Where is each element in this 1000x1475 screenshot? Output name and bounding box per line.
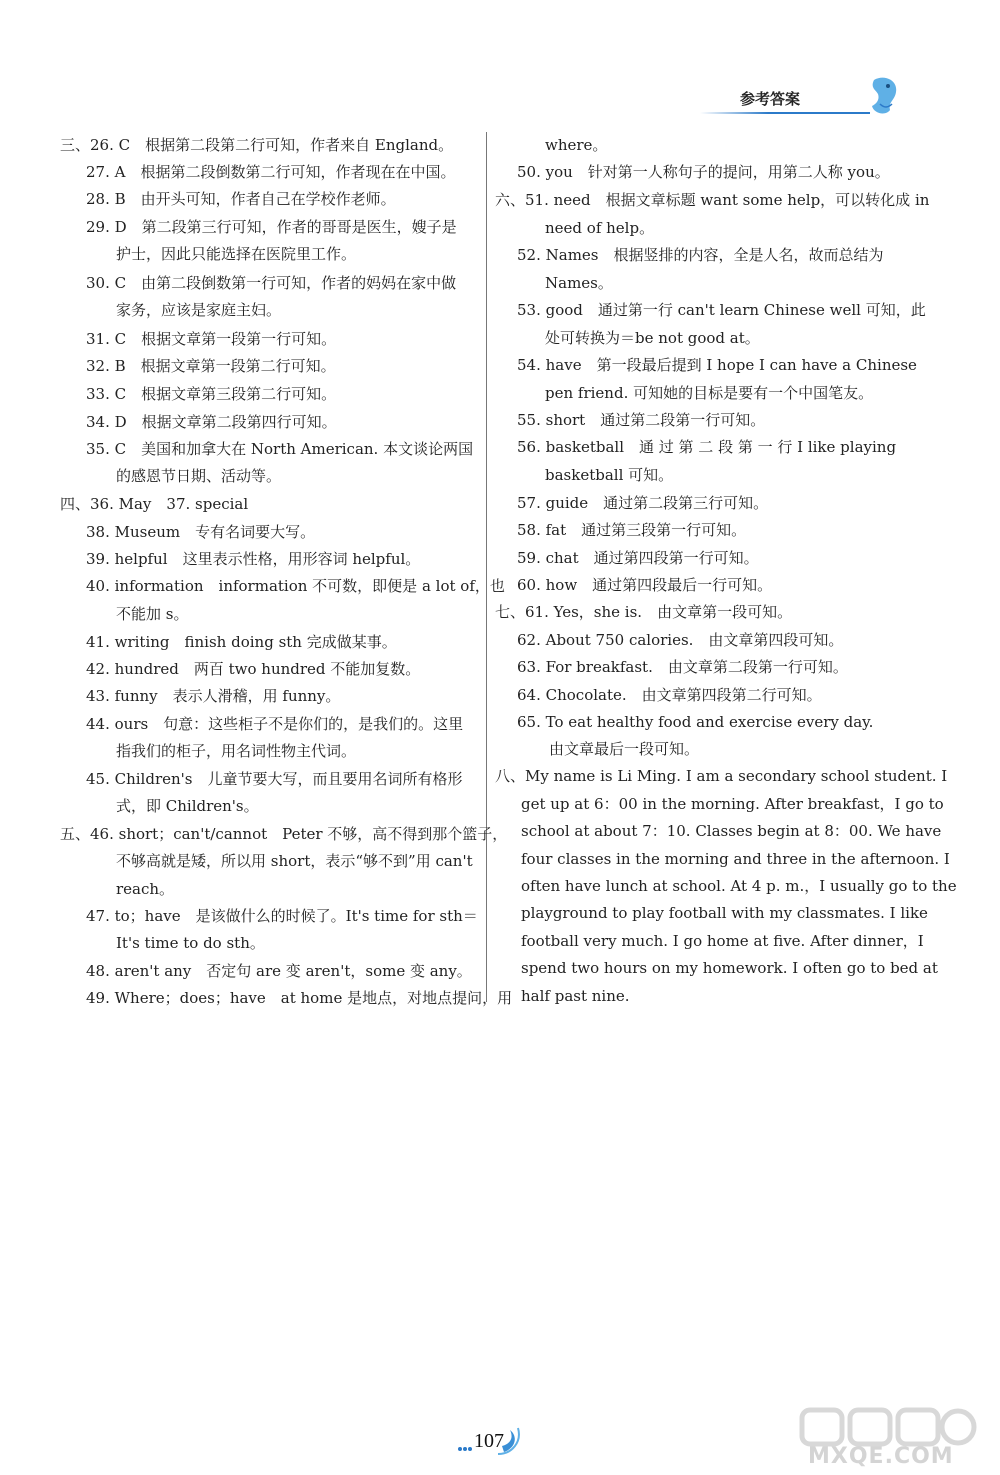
answer-line: 59. chat 通过第四段第一行可知。 xyxy=(517,549,759,567)
answer-line: 由文章最后一段可知。 xyxy=(549,740,700,758)
answer-line: 55. short 通过第二段第一行可知。 xyxy=(517,411,766,429)
answer-line: 38. Museum 专有名词要大写。 xyxy=(86,523,316,541)
answer-line: 56. basketball 通 过 第 二 段 第 一 行 I like playing xyxy=(517,438,897,456)
answer-line: 58. fat 通过第三段第一行可知。 xyxy=(517,521,747,539)
answer-line: 指我们的柜子，用名词性物主代词。 xyxy=(116,742,357,760)
answer-line: 不能加 s。 xyxy=(116,605,189,623)
header-title: 参考答案 xyxy=(740,90,801,108)
answer-line: spend two hours on my homework. I often go to bed at xyxy=(521,959,938,977)
answer-line: 六、51. need 根据文章标题 want some help，可以转化成 in xyxy=(495,191,930,209)
answer-line: 的感恩节日期、活动等。 xyxy=(116,467,282,485)
mascot-icon xyxy=(866,74,902,118)
answer-line: 65. To eat healthy food and exercise every day. xyxy=(517,713,874,731)
answer-line: 七、61. Yes，she is. 由文章第一段可知。 xyxy=(495,603,793,621)
answer-line: where。 xyxy=(545,136,608,154)
answer-line: 45. Children's 儿童节要大写，而且要用名词所有格形 xyxy=(86,770,463,788)
answer-line: 62. About 750 calories. 由文章第四段可知。 xyxy=(517,631,844,649)
answer-line: 60. how 通过第四段最后一行可知。 xyxy=(517,576,773,594)
answer-line: 五、46. short；can't/cannot Peter 不够，高不得到那个篮子， xyxy=(60,825,508,843)
answer-line: 63. For breakfast. 由文章第二段第一行可知。 xyxy=(517,658,848,676)
answer-line: 不够高就是矮，所以用 short，表示“够不到”用 can't xyxy=(116,852,473,870)
answer-line: 44. ours 句意：这些柜子不是你们的，是我们的。这里 xyxy=(86,715,464,733)
answer-line: 29. D 第二段第三行可知，作者的哥哥是医生，嫂子是 xyxy=(86,218,457,236)
answer-line: 34. D 根据文章第二段第四行可知。 xyxy=(86,413,337,431)
watermark-site: MXQE.COM xyxy=(808,1444,954,1469)
answer-line: 式，即 Children's。 xyxy=(116,797,259,815)
answer-line: 处可转换为＝be not good at。 xyxy=(545,329,760,347)
answer-line: 41. writing finish doing sth 完成做某事。 xyxy=(86,633,397,651)
answer-line: get up at 6：00 in the morning. After breakfast，I go to xyxy=(521,795,944,813)
header-rule xyxy=(700,112,870,114)
answer-line: 33. C 根据文章第三段第二行可知。 xyxy=(86,385,337,403)
answer-line: 54. have 第一段最后提到 I hope I can have a Chinese xyxy=(517,356,917,374)
column-divider xyxy=(486,132,487,1002)
answer-line: 四、36. May 37. special xyxy=(60,495,249,513)
answer-line: 八、My name is Li Ming. I am a secondary school student. I xyxy=(495,767,948,785)
answer-line: 30. C 由第二段倒数第一行可知，作者的妈妈在家中做 xyxy=(86,274,457,292)
answer-line: 家务，应该是家庭主妇。 xyxy=(116,301,282,319)
answer-line: 27. A 根据第二段倒数第二行可知，作者现在在中国。 xyxy=(86,163,456,181)
answer-line: 42. hundred 两百 two hundred 不能加复数。 xyxy=(86,660,421,678)
answer-line: pen friend. 可知她的目标是要有一个中国笔友。 xyxy=(545,384,874,402)
answer-line: 47. to；have 是该做什么的时候了。It's time for sth＝ xyxy=(86,907,478,925)
answer-line: half past nine. xyxy=(521,987,630,1005)
answer-line: need of help。 xyxy=(545,219,655,237)
answer-line: 49. Where；does；have at home 是地点，对地点提问，用 xyxy=(86,989,513,1007)
answer-line: 57. guide 通过第二段第三行可知。 xyxy=(517,494,769,512)
answer-line: 52. Names 根据竖排的内容，全是人名，故而总结为 xyxy=(517,246,884,264)
answer-line: reach。 xyxy=(116,880,175,898)
answer-line: 32. B 根据文章第一段第二行可知。 xyxy=(86,357,336,375)
answer-line: basketball 可知。 xyxy=(545,466,674,484)
answer-line: 40. information information 不可数，即便是 a lot of，也 xyxy=(86,577,505,595)
answer-line: 39. helpful 这里表示性格，用形容词 helpful。 xyxy=(86,550,421,568)
answer-line: 护士，因此只能选择在医院里工作。 xyxy=(116,245,357,263)
answer-line: 三、26. C 根据第二段第二行可知，作者来自 England。 xyxy=(60,136,454,154)
answer-line: football very much. I go home at five. After dinner，I xyxy=(521,932,924,950)
answer-line: 43. funny 表示人滑稽，用 funny。 xyxy=(86,687,341,705)
answer-line: 50. you 针对第一人称句子的提问，用第二人称 you。 xyxy=(517,163,890,181)
answer-line: Names。 xyxy=(545,274,613,292)
answer-line: four classes in the morning and three in the afternoon. I xyxy=(521,850,950,868)
answer-line: 53. good 通过第一行 can't learn Chinese well 可知，此 xyxy=(517,301,926,319)
watermark-logo-icon xyxy=(798,1406,988,1448)
answer-line: playground to play football with my classmates. I like xyxy=(521,904,928,922)
page-number: 107 xyxy=(474,1430,504,1452)
answer-line: 28. B 由开头可知，作者自己在学校作老师。 xyxy=(86,190,396,208)
answer-line: 48. aren't any 否定句 are 变 aren't，some 变 any。 xyxy=(86,962,472,980)
answer-line: 64. Chocolate. 由文章第四段第二行可知。 xyxy=(517,686,822,704)
answer-line: 31. C 根据文章第一段第一行可知。 xyxy=(86,330,337,348)
answer-line: school at about 7：10. Classes begin at 8：00. We have xyxy=(521,822,942,840)
page-header xyxy=(690,70,920,150)
answer-line: 35. C 美国和加拿大在 North American. 本文谈论两国 xyxy=(86,440,474,458)
answer-line: It's time to do sth。 xyxy=(116,934,265,952)
answer-line: often have lunch at school. At 4 p. m.，I usually go to the xyxy=(521,877,957,895)
